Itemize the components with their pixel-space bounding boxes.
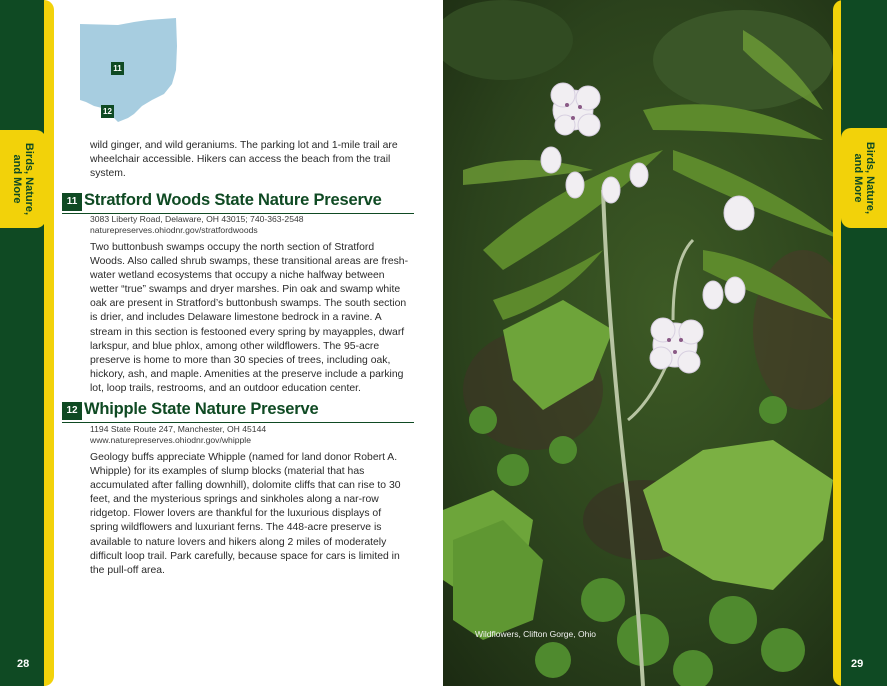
page-number-right: 29 <box>851 658 864 670</box>
entry-website: www.naturepreserves.ohiodnr.gov/whipple <box>90 435 251 445</box>
right-page-photo <box>443 0 887 686</box>
left-yellow-stripe <box>44 0 54 686</box>
entry-address-block <box>90 424 410 446</box>
ohio-locator-map <box>78 18 180 124</box>
entry-address-block <box>90 214 410 236</box>
ohio-map-shape <box>78 18 180 124</box>
section-tab-left <box>0 130 46 228</box>
map-marker-11: 11 <box>111 62 124 75</box>
wildflower-photo <box>443 0 887 686</box>
section-tab-right <box>841 128 887 228</box>
entry-title: Stratford Woods State Nature Preserve <box>84 191 382 209</box>
entry-description-12: Geology buffs appreciate Whipple (named for land donor Robert A. Whipple) for its examples of slump blocks (material that has accumulated after falling downhill), dolomite cliffs that can rise to 30 feet, and the mysterious springs and sinkholes along a nar-row ridgetop. Flower lovers are thankful for the luxurious displays of spring wildflowers and luxuriant ferns. The 448-acre preserve is available to nature lovers and hikers along 2 miles of moderately difficult loop trail. Park carefully, because space for cars is limited in the pull-off area. <box>90 452 401 576</box>
entry-address: 3083 Liberty Road, Delaware, OH 43015; 740-363-2548 <box>90 214 304 224</box>
page-number-left: 28 <box>17 658 30 670</box>
entry-description-11: Two buttonbush swamps occupy the north section of Stratford Woods. Also called shrub swamps, these transitional areas are fresh-water wetland ecosystems that occupy a niche halfway between wetter “true” swamps and dryer marshes. Pin oak and swamp white oak are present in Stratford’s buttonbush swamps. The south section is drier, and includes Delaware limestone bedrock in a ravine. A stream in this section is festooned every spring by mayapples, dwarf larkspur, and blue phlox, among other wildflowers. The 95-acre preserve is home to more than 30 species of trees, including oak, hickory, ash, and maple. Amenities at the preserve include a parking lot, loop trails, restrooms, and an outdoor education center. <box>90 242 409 394</box>
entry-heading-11 <box>62 193 414 214</box>
intro-paragraph: wild ginger, and wild geraniums. The parking lot and 1-mile trail are wheelchair accessible. Hikers can access the beach from the trail system. <box>90 140 398 180</box>
entry-address: 1194 State Route 247, Manchester, OH 45144 <box>90 424 267 434</box>
left-band-gap <box>54 0 62 686</box>
section-tab-label: Birds, Nature, and More <box>11 142 35 216</box>
left-page <box>0 0 443 686</box>
entry-heading-12 <box>62 402 414 423</box>
photo-caption: Wildflowers, Clifton Gorge, Ohio <box>475 629 596 639</box>
map-marker-12: 12 <box>101 105 114 118</box>
left-side-band <box>0 0 45 686</box>
entry-website: naturepreserves.ohiodnr.gov/stratfordwoods <box>90 225 258 235</box>
entry-title: Whipple State Nature Preserve <box>84 400 319 418</box>
entry-number-badge: 11 <box>62 193 82 211</box>
right-side-band <box>841 0 887 686</box>
section-tab-label: Birds, Nature, and More <box>852 141 876 215</box>
entry-number-badge: 12 <box>62 402 82 420</box>
